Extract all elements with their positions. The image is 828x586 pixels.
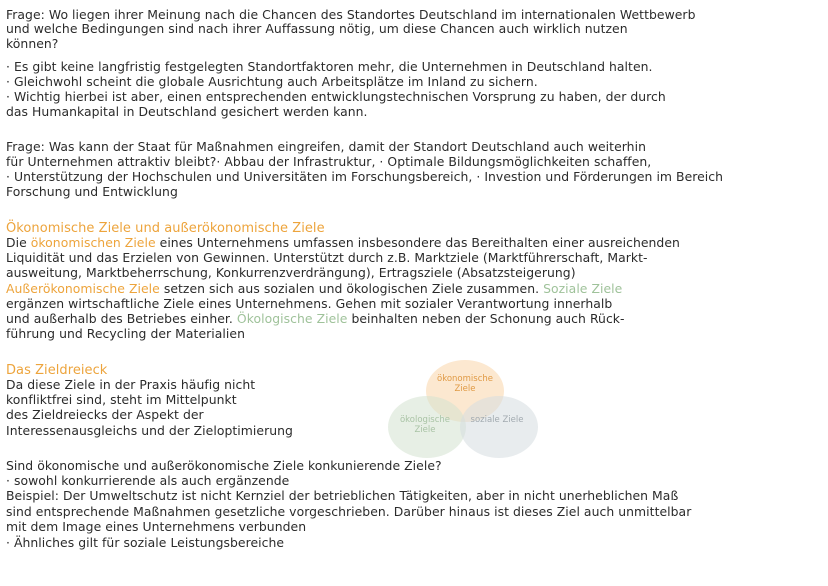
text-segment: · Unterstützung der Hochschulen und Universitäten im Forschungsbereich, · Investion und Förderungen im Bereich [6, 169, 724, 184]
text-line [6, 59, 653, 74]
text-segment: des Zieldreiecks der Aspekt der [6, 407, 204, 422]
soziale-ziele-circle [460, 396, 538, 458]
text-line [6, 220, 325, 236]
text-line [6, 311, 625, 326]
text-segment: ergänzen wirtschaftliche Ziele eines Unternehmens. Gehen mit sozialer Verantwortung innerhalb [6, 296, 613, 311]
text-line [6, 458, 442, 473]
text-line [6, 362, 107, 378]
text-segment: Die [6, 235, 31, 250]
text-segment: und außerhalb des Betriebes einher. [6, 311, 237, 326]
text-segment: konfliktfrei sind, steht im Mittelpunkt [6, 392, 237, 407]
text-line [6, 104, 368, 119]
text-segment: Forschung und Entwicklung [6, 184, 178, 199]
text-line [6, 535, 284, 550]
text-line [6, 504, 691, 519]
text-segment: mit dem Image eines Unternehmens verbunden [6, 519, 307, 534]
text-line [6, 423, 293, 438]
text-segment: Frage: Wo liegen ihrer Meinung nach die Chancen des Standortes Deutschland im internationalen Wettbewerb [6, 7, 696, 22]
text-segment: · Es gibt keine langfristig festgelegten Standortfaktoren mehr, die Unternehmen in Deutschland halten. [6, 59, 653, 74]
text-line [6, 139, 646, 154]
text-line [6, 377, 255, 392]
text-segment: Liquidität und das Erzielen von Gewinnen. Unterstützt durch z.B. Marktziele (Marktführerschaft, Markt- [6, 250, 648, 265]
highlighted-term: Ökologische Ziele [236, 311, 348, 326]
text-segment: Interessenausgleichs und der Zieloptimierung [6, 423, 293, 438]
text-line [6, 7, 696, 22]
text-line [6, 169, 723, 184]
text-segment: · Gleichwohl scheint die globale Ausrichtung auch Arbeitsplätze im Inland zu sichern. [6, 74, 538, 89]
text-segment: Beispiel: Der Umweltschutz ist nicht Kernziel der betrieblichen Tätigkeiten, aber in nicht unerheblichen Maß [6, 488, 679, 503]
oekonomische-ziele-label: ökonomische Ziele [437, 374, 493, 394]
highlighted-term: Außerökonomische Ziele [6, 281, 160, 296]
text-segment: und welche Bedingungen sind nach ihrer Auffassung nötig, um diese Chancen auch wirklich nutzen [6, 21, 628, 36]
text-segment: eines Unternehmens umfassen insbesondere das Bereithalten einer ausreichenden [155, 235, 680, 250]
section-heading: Das Zieldreieck [6, 363, 108, 378]
text-line [6, 407, 204, 422]
text-segment: beinhalten neben der Schonung auch Rück- [347, 311, 625, 326]
text-line [6, 184, 178, 199]
text-line [6, 488, 678, 503]
zieldreieck-venn-diagram [388, 360, 548, 460]
text-line [6, 392, 237, 407]
text-line [6, 154, 651, 169]
text-line [6, 235, 680, 250]
text-segment: · sowohl konkurrierende als auch ergänzende [6, 473, 290, 488]
text-segment: das Humankapital in Deutschland gesichert werden kann. [6, 104, 368, 119]
text-segment: setzen sich aus sozialen und ökologischen Ziele zusammen. [159, 281, 544, 296]
text-line [6, 74, 538, 89]
text-segment: Sind ökonomische und außerökonomische Ziele konkunierende Ziele? [6, 458, 442, 473]
text-segment: · Ähnliches gilt für soziale Leistungsbereiche [6, 535, 285, 550]
text-line [6, 519, 306, 534]
text-line [6, 473, 289, 488]
text-segment: für Unternehmen attraktiv bleibt?· Abbau der Infrastruktur, · Optimale Bildungsmöglichkeiten schaffen, [6, 154, 652, 169]
text-line [6, 296, 612, 311]
soziale-ziele-label: soziale Ziele [470, 415, 524, 425]
text-line [6, 265, 576, 280]
section-heading: Ökonomische Ziele und außerökonomische Ziele [6, 221, 325, 236]
highlighted-term: Soziale Ziele [543, 281, 623, 296]
text-line [6, 21, 628, 36]
oekologische-ziele-label: ökologische Ziele [399, 415, 451, 435]
text-segment: ausweitung, Marktbeherrschung, Konkurrenzverdrängung), Ertragsziele (Absatzsteigerung) [6, 265, 576, 280]
text-line [6, 326, 245, 341]
text-segment: führung und Recycling der Materialien [6, 326, 245, 341]
text-segment: Frage: Was kann der Staat für Maßnahmen eingreifen, damit der Standort Deutschland auch weiterhin [6, 139, 646, 154]
text-line [6, 281, 622, 296]
text-segment: können? [6, 36, 59, 51]
highlighted-term: ökonomischen Ziele [30, 235, 156, 250]
text-segment: · Wichtig hierbei ist aber, einen entsprechenden entwicklungstechnischen Vorsprung zu haben, der durch [6, 89, 666, 104]
text-segment: Da diese Ziele in der Praxis häufig nicht [6, 377, 256, 392]
text-line [6, 250, 648, 265]
text-segment: sind entsprechende Maßnahmen gesetzliche vorgeschrieben. Darüber hinaus ist dieses Ziel auch unmittelbar [6, 504, 692, 519]
text-line [6, 89, 666, 104]
text-line [6, 36, 58, 51]
